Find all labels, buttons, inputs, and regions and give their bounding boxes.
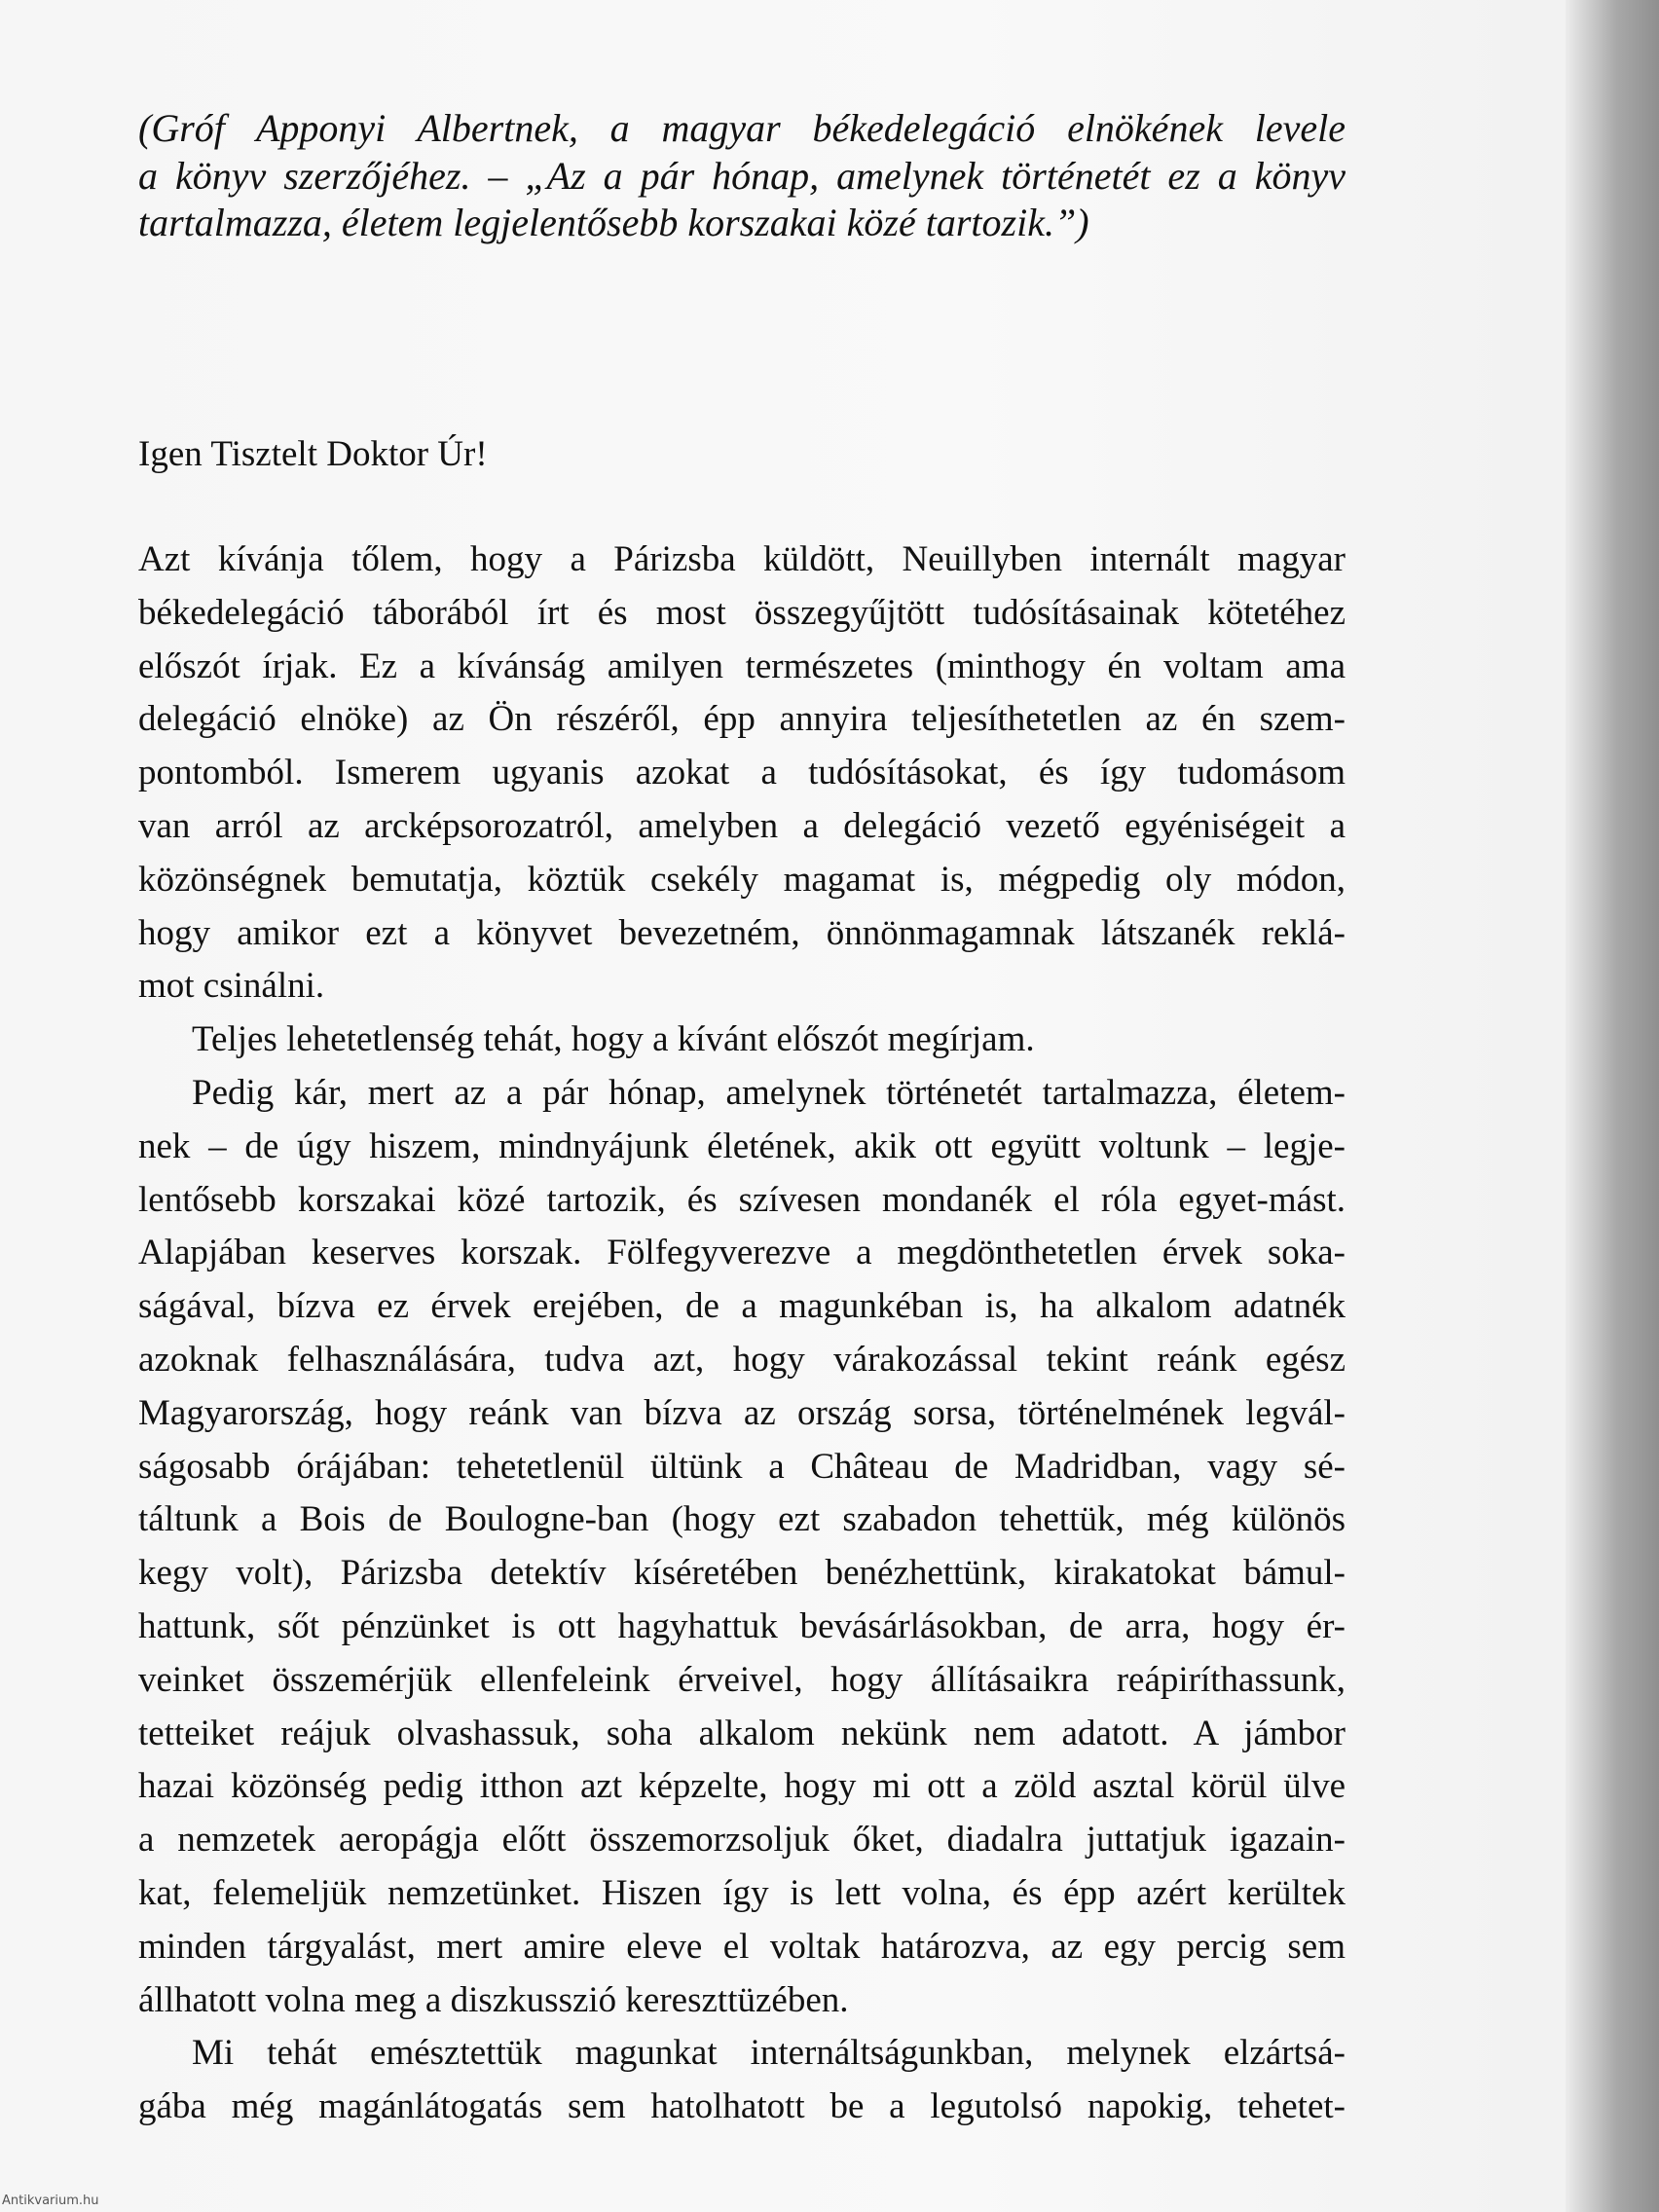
text-line: táltunk a Bois de Boulogne-ban (hogy ezt szabadon tehettük, még különös xyxy=(138,1499,1346,1540)
text-line: mot csinálni. xyxy=(138,966,325,1007)
text-line: delegáció elnöke) az Ön részéről, épp annyira teljesíthetetlen az én szem- xyxy=(138,699,1346,740)
text-line: hazai közönség pedig itthon azt képzelte, hogy mi ott a zöld asztal körül ülve xyxy=(138,1766,1346,1807)
page-gutter-shadow xyxy=(1566,0,1659,2212)
text-line: azoknak felhasználására, tudva azt, hogy várakozással tekint reánk egész xyxy=(138,1339,1346,1380)
text-line: állhatott volna meg a diszkusszió kereszttüzében. xyxy=(138,1979,849,2020)
epigraph-line: a könyv szerzőjéhez. – „Az a pár hónap, amelynek történetét ez a könyv xyxy=(138,153,1346,198)
text-line: kegy volt), Párizsba detektív kíséretében benézhettünk, kirakatokat bámul- xyxy=(138,1553,1346,1594)
text-line: minden tárgyalást, mert amire eleve el voltak határozva, az egy percig sem xyxy=(138,1926,1346,1967)
text-line: tetteiket reájuk olvashassuk, soha alkalom nekünk nem adatott. A jámbor xyxy=(138,1713,1346,1753)
text-line: békedelegáció táborából írt és most összegyűjtött tudósításainak kötetéhez xyxy=(138,592,1346,633)
text-line: van arról az arcképsorozatról, amelyben a delegáció vezető egyéniségeit a xyxy=(138,805,1346,846)
text-line: előszót írjak. Ez a kívánság amilyen természetes (minthogy én voltam ama xyxy=(138,645,1346,686)
text-line: Teljes lehetetlenség tehát, hogy a kívánt előszót megírjam. xyxy=(192,1019,1035,1060)
text-line: kat, felemeljük nemzetünket. Hiszen így is lett volna, és épp azért kerültek xyxy=(138,1872,1346,1913)
salutation: Igen Tisztelt Doktor Úr! xyxy=(138,434,488,474)
text-line: ságosabb órájában: tehetetlenül ültünk a Château de Madridban, vagy sé- xyxy=(138,1446,1346,1487)
watermark-text: Antikvarium.hu xyxy=(2,2194,99,2208)
text-line: ságával, bízva ez érvek erejében, de a magunkéban is, ha alkalom adatnék xyxy=(138,1286,1346,1327)
text-line: Alapjában keserves korszak. Fölfegyverezve a megdönthetetlen érvek soka- xyxy=(138,1233,1346,1273)
text-line: nek – de úgy hiszem, mindnyájunk életének, akik ott együtt voltunk – legje- xyxy=(138,1125,1346,1166)
paragraph xyxy=(138,1067,1346,2027)
epigraph-line: tartalmazza, életem legjelentősebb korszakai közé tartozik.”) xyxy=(138,201,1089,244)
text-line: lentősebb korszakai közé tartozik, és szívesen mondanék el róla egyet-mást. xyxy=(138,1179,1346,1220)
text-line: gába még magánlátogatás sem hatolhatott be a legutolsó napokig, tehetet- xyxy=(138,2086,1346,2127)
text-line: hogy amikor ezt a könyvet bevezetném, önnönmagamnak látszanék reklá- xyxy=(138,912,1346,953)
text-line: Mi tehát emésztettük magunkat internáltságunkban, melynek elzártsá- xyxy=(192,2033,1346,2074)
text-line: Pedig kár, mert az a pár hónap, amelynek történetét tartalmazza, életem- xyxy=(192,1072,1346,1113)
paragraph xyxy=(138,1014,1346,1067)
text-line: veinket összemérjük ellenfeleink érveivel, hogy állításaikra reápiríthassunk, xyxy=(138,1659,1346,1700)
epigraph-line: (Gróf Apponyi Albertnek, a magyar békedelegáció elnökének levele xyxy=(138,106,1346,150)
letter-body xyxy=(138,534,1346,2134)
epigraph xyxy=(138,105,1346,247)
text-line: pontomból. Ismerem ugyanis azokat a tudósításokat, és így tudomásom xyxy=(138,753,1346,793)
text-line: hattunk, sőt pénzünket is ott hagyhattuk bevásárlásokban, de arra, hogy ér- xyxy=(138,1605,1346,1646)
text-line: a nemzetek aeropágja előtt összemorzsoljuk őket, diadalra juttatjuk igazain- xyxy=(138,1820,1346,1861)
text-line: közönségnek bemutatja, köztük csekély magamat is, mégpedig oly módon, xyxy=(138,859,1346,900)
paragraph xyxy=(138,534,1346,1014)
text-line: Magyarország, hogy reánk van bízva az ország sorsa, történelmének legvál- xyxy=(138,1392,1346,1433)
paragraph xyxy=(138,2027,1346,2134)
text-line: Azt kívánja tőlem, hogy a Párizsba küldött, Neuillyben internált magyar xyxy=(138,539,1346,579)
